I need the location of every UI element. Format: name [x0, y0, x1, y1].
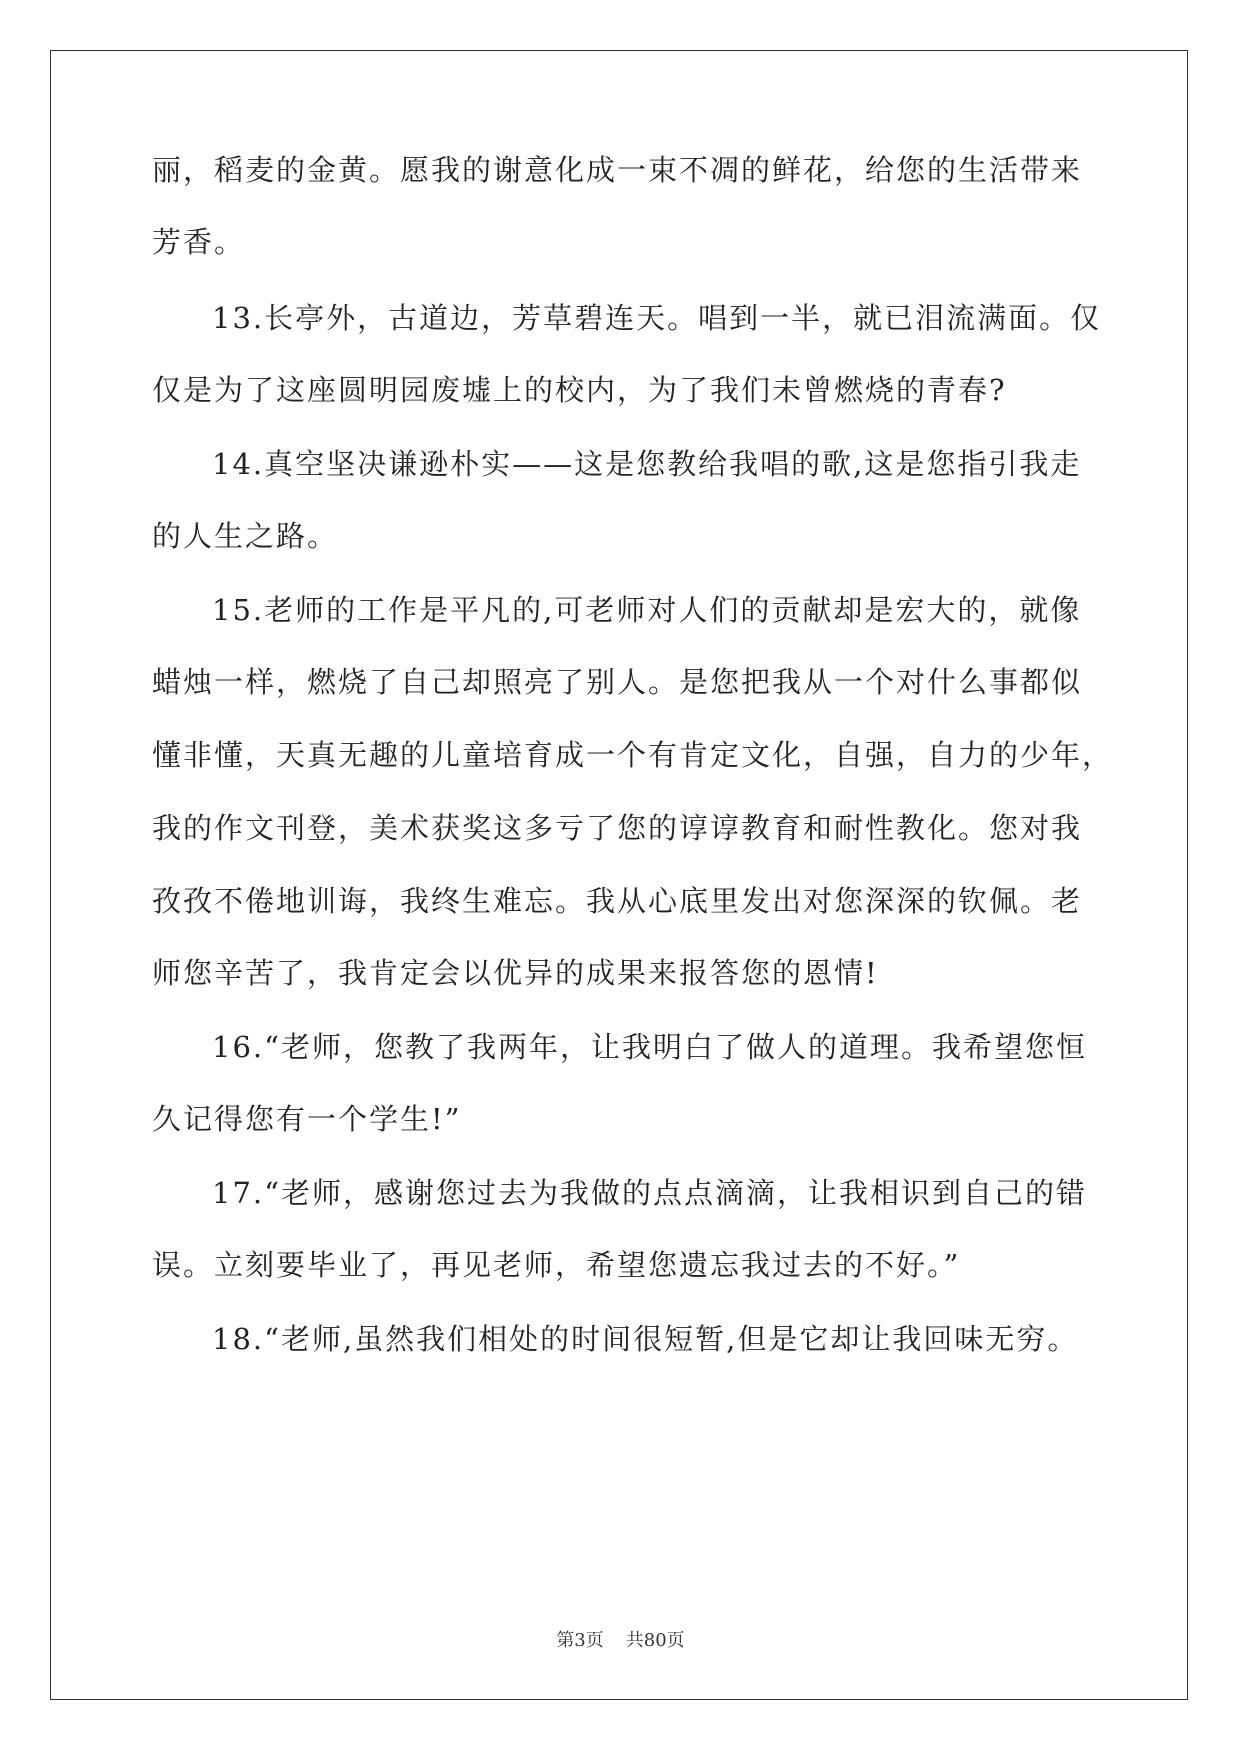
text-line: 的人生之路。 — [152, 519, 339, 553]
text-line: 孜孜不倦地训诲，我终生难忘。我从心底里发出对您深深的钦佩。老 — [152, 884, 1083, 918]
text-line: 17.“老师，感谢您过去为我做的点点滴滴，让我相识到自己的错 — [212, 1176, 1087, 1210]
text-line: 丽，稻麦的金黄。愿我的谢意化成一束不凋的鲜花，给您的生活带来 — [152, 153, 1083, 187]
text-line: 蜡烛一样，燃烧了自己却照亮了别人。是您把我从一个对什么事都似 — [152, 665, 1083, 699]
text-line: 久记得您有一个学生!” — [152, 1102, 462, 1136]
page-number: 第3页 — [556, 1630, 604, 1651]
page-footer — [0, 1626, 1241, 1652]
text-line: 14.真空坚决谦逊朴实——这是您教给我唱的歌,这是您指引我走 — [212, 447, 1082, 481]
text-line: 师您辛苦了，我肯定会以优异的成果来报答您的恩情! — [152, 956, 879, 990]
text-line: 18.“老师,虽然我们相处的时间很短暂,但是它却让我回味无穷。 — [212, 1322, 1079, 1356]
text-line: 16.“老师，您教了我两年，让我明白了做人的道理。我希望您恒 — [212, 1030, 1087, 1064]
text-line: 我的作文刊登，美术获奖这多亏了您的谆谆教育和耐性教化。您对我 — [152, 811, 1083, 845]
page-total: 共80页 — [625, 1630, 685, 1651]
text-line: 芳香。 — [152, 225, 246, 259]
text-line: 懂非懂，天真无趣的儿童培育成一个有肯定文化，自强，自力的少年， — [152, 738, 1114, 772]
text-line: 仅是为了这座圆明园废墟上的校内，为了我们未曾燃烧的青春? — [152, 373, 1007, 407]
text-line: 15.老师的工作是平凡的,可老师对人们的贡献却是宏大的，就像 — [212, 593, 1082, 627]
text-line: 13.长亭外，古道边，芳草碧连天。唱到一半，就已泪流满面。仅 — [212, 301, 1102, 335]
text-line: 误。立刻要毕业了，再见老师，希望您遗忘我过去的不好。” — [152, 1248, 961, 1282]
